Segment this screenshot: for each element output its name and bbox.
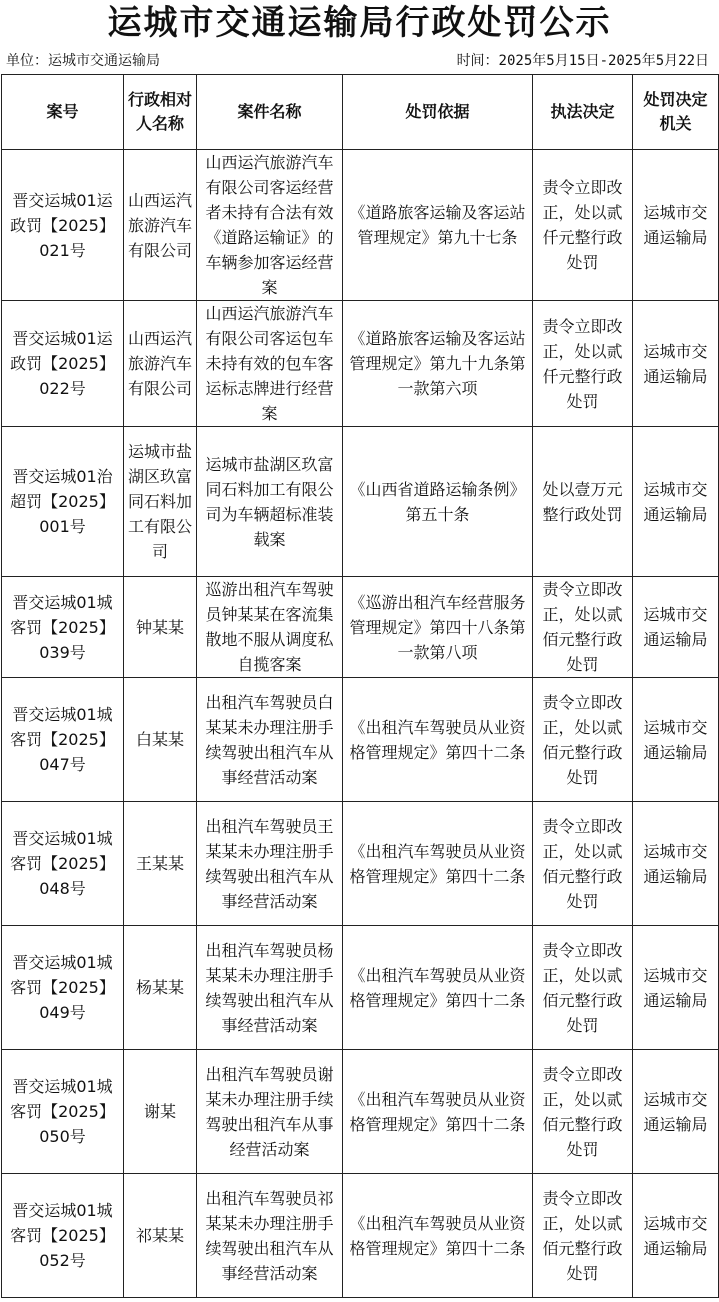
table-row bbox=[2, 678, 719, 802]
case-no-cell: 晋交运城01城客罚【2025】048号 bbox=[2, 802, 124, 926]
time-range-label: 时间：2025年5月15日-2025年5月22日 bbox=[456, 53, 709, 69]
case-name-cell: 山西运汽旅游汽车有限公司客运包车未持有效的包车客运标志牌进行经营案 bbox=[197, 301, 343, 427]
case-name-cell: 出租汽车驾驶员祁某某未办理注册手续驾驶出租汽车从事经营活动案 bbox=[197, 1174, 343, 1298]
basis-cell: 《道路旅客运输及客运站管理规定》第九十七条 bbox=[343, 150, 533, 301]
case-name-cell: 运城市盐湖区玖富同石料加工有限公司为车辆超标准装载案 bbox=[197, 427, 343, 577]
header-basis: 处罚依据 bbox=[343, 75, 533, 150]
authority-cell: 运城市交通运输局 bbox=[633, 150, 719, 301]
table-row bbox=[2, 301, 719, 427]
authority-cell: 运城市交通运输局 bbox=[633, 926, 719, 1050]
authority-cell: 运城市交通运输局 bbox=[633, 802, 719, 926]
case-name-cell: 出租汽车驾驶员白某某未办理注册手续驾驶出租汽车从事经营活动案 bbox=[197, 678, 343, 802]
case-no-cell: 晋交运城01城客罚【2025】050号 bbox=[2, 1050, 124, 1174]
party-cell: 钟某某 bbox=[124, 577, 197, 678]
decision-cell: 责令立即改正，处以贰佰元整行政处罚 bbox=[533, 1174, 633, 1298]
basis-cell: 《出租汽车驾驶员从业资格管理规定》第四十二条 bbox=[343, 1174, 533, 1298]
table-header-row bbox=[2, 75, 719, 150]
case-name-cell: 出租汽车驾驶员杨某某未办理注册手续驾驶出租汽车从事经营活动案 bbox=[197, 926, 343, 1050]
basis-cell: 《巡游出租汽车经营服务管理规定》第四十八条第一款第八项 bbox=[343, 577, 533, 678]
basis-cell: 《出租汽车驾驶员从业资格管理规定》第四十二条 bbox=[343, 926, 533, 1050]
table-row bbox=[2, 1174, 719, 1298]
case-name-cell: 出租汽车驾驶员王某某未办理注册手续驾驶出租汽车从事经营活动案 bbox=[197, 802, 343, 926]
case-no-cell: 晋交运城01城客罚【2025】052号 bbox=[2, 1174, 124, 1298]
basis-cell: 《山西省道路运输条例》第五十条 bbox=[343, 427, 533, 577]
party-cell: 山西运汽旅游汽车有限公司 bbox=[124, 301, 197, 427]
case-name-cell: 巡游出租汽车驾驶员钟某某在客流集散地不服从调度私自揽客案 bbox=[197, 577, 343, 678]
basis-cell: 《出租汽车驾驶员从业资格管理规定》第四十二条 bbox=[343, 1050, 533, 1174]
case-no-cell: 晋交运城01城客罚【2025】047号 bbox=[2, 678, 124, 802]
decision-cell: 处以壹万元整行政处罚 bbox=[533, 427, 633, 577]
unit-label: 单位：运城市交通运输局 bbox=[6, 53, 160, 69]
basis-cell: 《出租汽车驾驶员从业资格管理规定》第四十二条 bbox=[343, 802, 533, 926]
authority-cell: 运城市交通运输局 bbox=[633, 1174, 719, 1298]
case-name-cell: 出租汽车驾驶员谢某未办理注册手续驾驶出租汽车从事经营活动案 bbox=[197, 1050, 343, 1174]
party-cell: 运城市盐湖区玖富同石料加工有限公司 bbox=[124, 427, 197, 577]
decision-cell: 责令立即改正，处以贰佰元整行政处罚 bbox=[533, 802, 633, 926]
decision-cell: 责令立即改正，处以贰仟元整行政处罚 bbox=[533, 150, 633, 301]
case-name-cell: 山西运汽旅游汽车有限公司客运经营者未持有合法有效《道路运输证》的车辆参加客运经营案 bbox=[197, 150, 343, 301]
header-party: 行政相对人名称 bbox=[124, 75, 197, 150]
table-row bbox=[2, 150, 719, 301]
header-decision: 执法决定 bbox=[533, 75, 633, 150]
party-cell: 谢某 bbox=[124, 1050, 197, 1174]
case-no-cell: 晋交运城01运政罚【2025】021号 bbox=[2, 150, 124, 301]
case-no-cell: 晋交运城01城客罚【2025】049号 bbox=[2, 926, 124, 1050]
party-cell: 王某某 bbox=[124, 802, 197, 926]
penalty-table bbox=[1, 74, 719, 1298]
decision-cell: 责令立即改正，处以贰佰元整行政处罚 bbox=[533, 1050, 633, 1174]
table-row bbox=[2, 926, 719, 1050]
party-cell: 山西运汽旅游汽车有限公司 bbox=[124, 150, 197, 301]
party-cell: 杨某某 bbox=[124, 926, 197, 1050]
decision-cell: 责令立即改正，处以贰佰元整行政处罚 bbox=[533, 678, 633, 802]
table-row bbox=[2, 577, 719, 678]
header-case-name: 案件名称 bbox=[197, 75, 343, 150]
table-row bbox=[2, 1050, 719, 1174]
decision-cell: 责令立即改正，处以贰佰元整行政处罚 bbox=[533, 926, 633, 1050]
basis-cell: 《道路旅客运输及客运站管理规定》第九十九条第一款第六项 bbox=[343, 301, 533, 427]
authority-cell: 运城市交通运输局 bbox=[633, 678, 719, 802]
table-row bbox=[2, 427, 719, 577]
header-case-no: 案号 bbox=[2, 75, 124, 150]
case-no-cell: 晋交运城01运政罚【2025】022号 bbox=[2, 301, 124, 427]
page-title: 运城市交通运输局行政处罚公示 bbox=[107, 3, 612, 43]
case-no-cell: 晋交运城01城客罚【2025】039号 bbox=[2, 577, 124, 678]
party-cell: 白某某 bbox=[124, 678, 197, 802]
decision-cell: 责令立即改正，处以贰佰元整行政处罚 bbox=[533, 577, 633, 678]
case-no-cell: 晋交运城01治超罚【2025】001号 bbox=[2, 427, 124, 577]
authority-cell: 运城市交通运输局 bbox=[633, 427, 719, 577]
header-authority: 处罚决定机关 bbox=[633, 75, 719, 150]
decision-cell: 责令立即改正，处以贰仟元整行政处罚 bbox=[533, 301, 633, 427]
party-cell: 祁某某 bbox=[124, 1174, 197, 1298]
authority-cell: 运城市交通运输局 bbox=[633, 301, 719, 427]
basis-cell: 《出租汽车驾驶员从业资格管理规定》第四十二条 bbox=[343, 678, 533, 802]
authority-cell: 运城市交通运输局 bbox=[633, 1050, 719, 1174]
authority-cell: 运城市交通运输局 bbox=[633, 577, 719, 678]
table-row bbox=[2, 802, 719, 926]
